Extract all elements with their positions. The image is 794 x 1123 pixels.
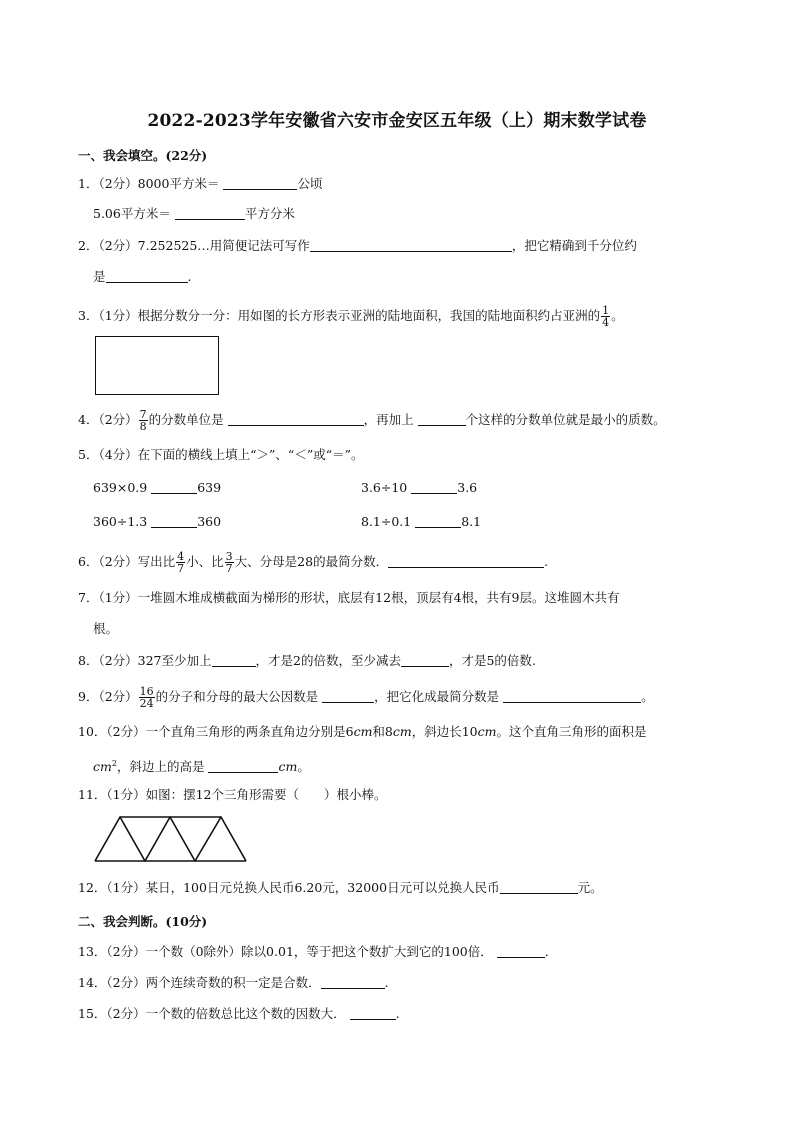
question-5d: 8.1÷0.1 8.1 [361, 514, 482, 529]
question-10b: $cm^2$，斜边上的高是 cm。 [93, 759, 310, 775]
question-1b: 5.06平方米＝ 平方分米 [93, 206, 295, 221]
answer-blank[interactable] [151, 515, 197, 528]
question-13: 13．（2分）一个数（0除外）除以0.01，等于把这个数扩大到它的100倍． . [78, 944, 549, 959]
fraction: $\frac{4}{7}$ [177, 550, 185, 575]
question-11: 11．（1分）如图：摆12个三角形需要（ ）根小棒。 [78, 787, 387, 802]
answer-blank[interactable] [411, 481, 457, 494]
answer-blank[interactable] [106, 270, 188, 283]
question-9: 9．（2分） $\frac{16}{24}$ 的分子和分母的最大公因数是 ，把它化成最简分数是 。 [78, 685, 654, 710]
section-1-heading: 一、我会填空。(22分) [78, 148, 208, 163]
answer-blank[interactable] [212, 654, 256, 667]
question-5a: 639×0.9 639 [93, 480, 222, 495]
question-2a: 2．（2分）7.252525…用简便记法可写作 ，把它精确到千分位约 [78, 238, 637, 253]
answer-blank[interactable] [322, 690, 374, 703]
question-12: 12．（1分）某日，100日元兑换人民币6.20元，32000日元可以兑换人民币 元。 [78, 880, 603, 895]
triangles-figure [94, 815, 248, 863]
question-1a: 1．（2分）8000平方米＝ 公顷 [78, 176, 323, 191]
answer-blank[interactable] [208, 760, 278, 773]
answer-blank[interactable] [223, 177, 297, 190]
question-3: 3．（1分）根据分数分一分：用如图的长方形表示亚洲的陆地面积，我国的陆地面积约占亚洲的 $\frac{1}{4}$ 。 [78, 304, 624, 329]
answer-blank[interactable] [310, 239, 512, 252]
question-14: 14．（2分）两个连续奇数的积一定是合数． . [78, 975, 389, 990]
fraction: $\frac{16}{24}$ [139, 685, 154, 710]
asia-rectangle-figure [95, 336, 219, 395]
answer-blank[interactable] [321, 976, 385, 989]
answer-blank[interactable] [175, 207, 245, 220]
answer-blank[interactable] [151, 481, 197, 494]
fraction: $\frac{3}{7}$ [225, 550, 233, 575]
fraction: $\frac{7}{8}$ [139, 408, 147, 433]
question-5b: 3.6÷10 3.6 [361, 480, 478, 495]
question-5: 5．（4分）在下面的横线上填上“＞”、“＜”或“＝”。 [78, 447, 364, 462]
page-title: 2022-2023学年安徽省六安市金安区五年级（上）期末数学试卷 [147, 111, 647, 131]
question-7b: 根。 [93, 621, 119, 636]
answer-blank[interactable] [228, 413, 364, 426]
question-7a: 7．（1分）一堆圆木堆成横截面为梯形的形状，底层有12根，顶层有4根，共有9层。这堆圆木共有 [78, 590, 620, 605]
question-15: 15．（2分）一个数的倍数总比这个数的因数大． . [78, 1006, 400, 1021]
answer-blank[interactable] [401, 654, 449, 667]
answer-blank[interactable] [497, 945, 545, 958]
question-10a: 10．（2分）一个直角三角形的两条直角边分别是6cm和8cm，斜边长10cm。这个直角三角形的面积是 [78, 724, 647, 739]
question-8: 8．（2分）327至少加上 ，才是2的倍数，至少减去 ，才是5的倍数. [78, 653, 536, 668]
answer-blank[interactable] [388, 555, 544, 568]
answer-blank[interactable] [350, 1007, 396, 1020]
answer-blank[interactable] [418, 413, 466, 426]
answer-blank[interactable] [415, 515, 461, 528]
question-6: 6．（2分）写出比 $\frac{4}{7}$ 小、比 $\frac{3}{7}$ 大、分母是28的最简分数． . [78, 550, 549, 575]
question-2b: 是 . [93, 269, 192, 284]
answer-blank[interactable] [500, 881, 578, 894]
question-5c: 360÷1.3 360 [93, 514, 222, 529]
section-2-heading: 二、我会判断。(10分) [78, 914, 208, 929]
answer-blank[interactable] [503, 690, 641, 703]
question-4: 4．（2分） $\frac{7}{8}$ 的分数单位是 ，再加上 个这样的分数单位就是最小的质数。 [78, 408, 666, 433]
fraction: $\frac{1}{4}$ [602, 304, 610, 329]
